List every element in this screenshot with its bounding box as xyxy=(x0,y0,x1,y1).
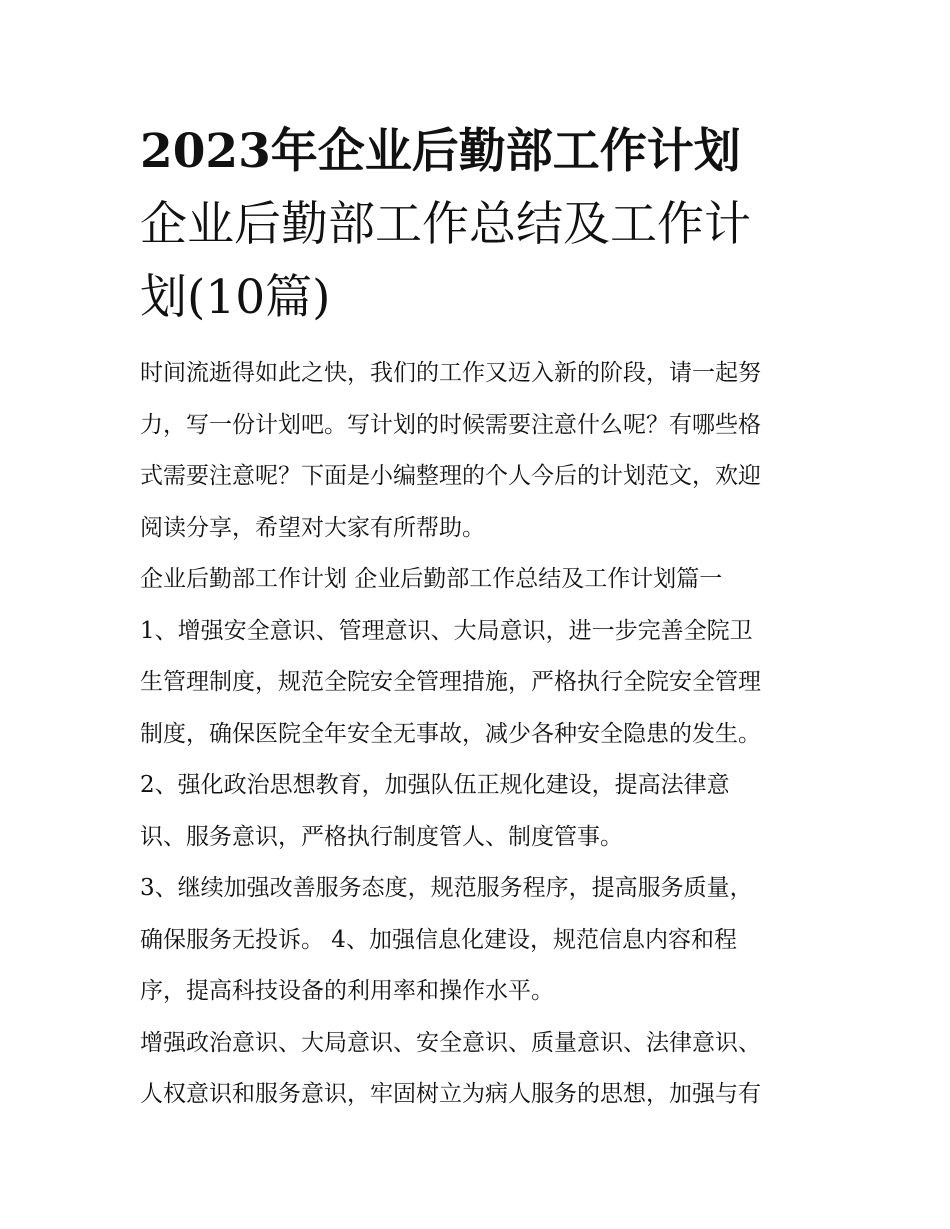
text-line: 序，提高科技设备的利用率和操作水平。 xyxy=(140,978,554,1004)
title-line: 2023年企业后勤部工作计划 xyxy=(140,124,741,179)
text-line: 时间流逝得如此之快，我们的工作又迈入新的阶段，请一起努 xyxy=(140,360,761,386)
document-page xyxy=(140,115,820,1121)
text-line: 制度，确保医院全年安全无事故，减少各种安全隐患的发生。 xyxy=(140,720,761,747)
document-body xyxy=(140,348,820,1121)
text-line: 人权意识和服务意识，牢固树立为病人服务的思想，加强与有 xyxy=(140,1081,761,1107)
text-line: 2、强化政治思想教育，加强队伍正规化建设，提高法律意 xyxy=(140,772,730,798)
text-line: 力，写一份计划吧。写计划的时候需要注意什么呢？有哪些格 xyxy=(140,411,761,438)
section-heading xyxy=(140,554,820,606)
closing-paragraph xyxy=(140,1018,820,1121)
text-line: 阅读分享，希望对大家有所帮助。 xyxy=(140,514,485,541)
intro-paragraph xyxy=(140,348,820,554)
list-item-3 xyxy=(140,863,820,1018)
list-item-2 xyxy=(140,760,820,863)
text-line: 3、继续加强改善服务态度，规范服务程序，提高服务质量， xyxy=(140,875,753,901)
text-line: 识、服务意识，严格执行制度管人、制度管事。 xyxy=(140,823,623,850)
title-line: 企业后勤部工作总结及工作计 xyxy=(140,197,751,252)
text-line: 企业后勤部工作计划 企业后勤部工作总结及工作计划篇一 xyxy=(140,566,723,592)
text-line: 1、增强安全意识、管理意识、大局意识，进一步完善全院卫 xyxy=(140,617,753,644)
document-title xyxy=(140,115,820,334)
text-line: 确保服务无投诉。 4、加强信息化建设，规范信息内容和程 xyxy=(140,926,737,953)
list-item-1 xyxy=(140,606,820,761)
text-line: 增强政治意识、大局意识、安全意识、质量意识、法律意识、 xyxy=(140,1029,761,1056)
text-line: 生管理制度，规范全院安全管理措施，严格执行全院安全管理 xyxy=(140,669,761,695)
title-line: 划(10篇) xyxy=(140,270,331,325)
text-line: 式需要注意呢？下面是小编整理的个人今后的计划范文，欢迎 xyxy=(140,463,761,489)
